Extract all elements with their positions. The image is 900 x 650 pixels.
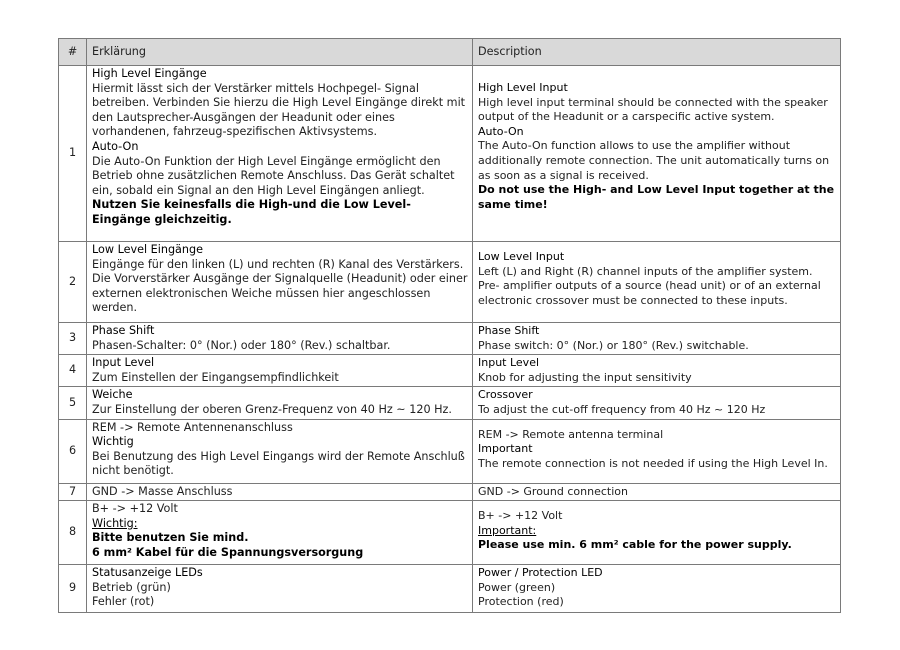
row-number: 4 (59, 355, 87, 387)
table-row-7 (59, 483, 841, 501)
german-cell (87, 565, 473, 613)
table-row-3 (59, 323, 841, 355)
german-cell (87, 483, 473, 501)
header-row (59, 39, 841, 66)
item-text: Power (green) (478, 580, 556, 594)
german-cell (87, 242, 473, 323)
item-text: Left (L) and Right (R) channel inputs of the amplifier system. Pre- amplifier outputs of a source (head unit) or of an external electronic crossover must be connected to these inputs. (478, 264, 821, 307)
item-title: Low Level Input (478, 250, 565, 263)
table-row-5 (59, 387, 841, 419)
item-subtitle: Important (478, 442, 533, 456)
specification-table (58, 38, 841, 613)
english-cell (473, 419, 841, 483)
row-number: 8 (59, 501, 87, 565)
item-title: Power / Protection LED (478, 566, 603, 580)
item-text: Zur Einstellung der oberen Grenz-Frequenz von 40 Hz ~ 120 Hz. (92, 402, 452, 416)
item-text: Protection (red) (478, 595, 564, 609)
english-cell (473, 323, 841, 355)
item-text: Hiermit lässt sich der Verstärker mittels Hochpegel- Signal betreiben. Verbinden Sie hierzu die High Level Eingänge direkt mit den Lautsprecher-Ausgängen der Headunit oder eines vorhandenen, fahrzeug-spezifischen Aktivsystems. (92, 81, 466, 139)
row-number: 2 (59, 242, 87, 323)
german-cell (87, 66, 473, 242)
warning-text: Nutzen Sie keinesfalls die High-und die Low Level-Eingänge gleichzeitig. (92, 198, 411, 226)
item-text: The remote connection is not needed if using the High Level In. (478, 456, 828, 470)
item-title: Input Level (92, 356, 155, 370)
item-text: The Auto-On function allows to use the amplifier without additionally remote connection. The unit automatically turns on as soon as a signal is received. (478, 139, 830, 182)
table-row-1 (59, 66, 841, 242)
item-text: Zum Einstellen der Eingangsempfindlichkeit (92, 370, 339, 384)
item-title: B+ -> +12 Volt (92, 502, 178, 516)
item-text: Fehler (rot) (92, 595, 155, 609)
item-title: REM -> Remote antenna terminal (478, 427, 664, 441)
column-header-number: # (59, 39, 87, 66)
item-title: Statusanzeige LEDs (92, 566, 203, 580)
item-text: Eingänge für den linken (L) und rechten (R) Kanal des Verstärkers. Die Vorverstärker Ausgänge der Signalquelle (Headunit) oder einer externen elektronischen Weiche müssen hier angeschlossen werden. (92, 257, 468, 315)
row-number: 1 (59, 66, 87, 242)
english-cell (473, 565, 841, 613)
item-text: To adjust the cut-off frequency from 40 Hz ~ 120 Hz (478, 402, 766, 416)
important-label: Wichtig: (92, 516, 138, 530)
item-title: Weiche (92, 388, 133, 402)
item-title: High Level Input (478, 81, 568, 94)
item-title: B+ -> +12 Volt (478, 509, 563, 523)
row-number: 3 (59, 323, 87, 355)
english-cell (473, 66, 841, 242)
item-title: Low Level Eingänge (92, 243, 203, 256)
german-cell (87, 387, 473, 419)
row-number: 5 (59, 387, 87, 419)
item-title: GND -> Ground connection (478, 484, 628, 498)
item-title: Phase Shift (92, 324, 155, 337)
item-title: GND -> Masse Anschluss (92, 484, 233, 498)
item-text: Knob for adjusting the input sensitivity (478, 370, 692, 384)
item-title: REM -> Remote Antennenanschluss (92, 420, 293, 434)
english-cell (473, 355, 841, 387)
english-cell (473, 242, 841, 323)
item-subtitle: Auto-On (92, 139, 139, 153)
item-title: Input Level (478, 356, 540, 370)
item-title: Phase Shift (478, 324, 540, 337)
item-text: Bei Benutzung des High Level Eingangs wird der Remote Anschluß nicht benötigt. (92, 449, 465, 478)
german-cell (87, 355, 473, 387)
row-number: 6 (59, 419, 87, 483)
german-cell (87, 501, 473, 565)
item-text: Phase switch: 0° (Nor.) or 180° (Rev.) switchable. (478, 338, 749, 352)
item-text: Betrieb (grün) (92, 580, 171, 594)
column-header-erklaerung: Erklärung (87, 39, 473, 66)
table-row-9 (59, 565, 841, 613)
warning-text: Please use min. 6 mm² cable for the power supply. (478, 538, 792, 552)
english-cell (473, 483, 841, 501)
english-cell (473, 501, 841, 565)
table-row-2 (59, 242, 841, 323)
german-cell (87, 323, 473, 355)
item-text: Die Auto-On Funktion der High Level Eingänge ermöglicht den Betrieb ohne zusätzlichen Remote Anschluss. Das Gerät schaltet ein, sobald ein Signal an den High Level Eingängen anliegt. (92, 154, 455, 197)
row-number: 9 (59, 565, 87, 613)
item-subtitle: Auto-On (478, 124, 524, 138)
item-text: Phasen-Schalter: 0° (Nor.) oder 180° (Rev.) schaltbar. (92, 338, 391, 352)
item-text: High level input terminal should be connected with the speaker output of the Headunit or a carspecific active system. (478, 95, 828, 124)
warning-text: 6 mm² Kabel für die Spannungsversorgung (92, 545, 364, 559)
important-label: Important: (478, 523, 537, 537)
english-cell (473, 387, 841, 419)
column-header-description: Description (473, 39, 841, 66)
item-title: High Level Eingänge (92, 67, 207, 80)
row-number: 7 (59, 483, 87, 501)
item-title: Crossover (478, 388, 533, 402)
warning-text: Bitte benutzen Sie mind. (92, 531, 249, 545)
warning-text: Do not use the High- and Low Level Input together at the same time! (478, 183, 835, 211)
table-row-4 (59, 355, 841, 387)
table-row-8 (59, 501, 841, 565)
german-cell (87, 419, 473, 483)
table-row-6 (59, 419, 841, 483)
item-subtitle: Wichtig (92, 435, 134, 449)
